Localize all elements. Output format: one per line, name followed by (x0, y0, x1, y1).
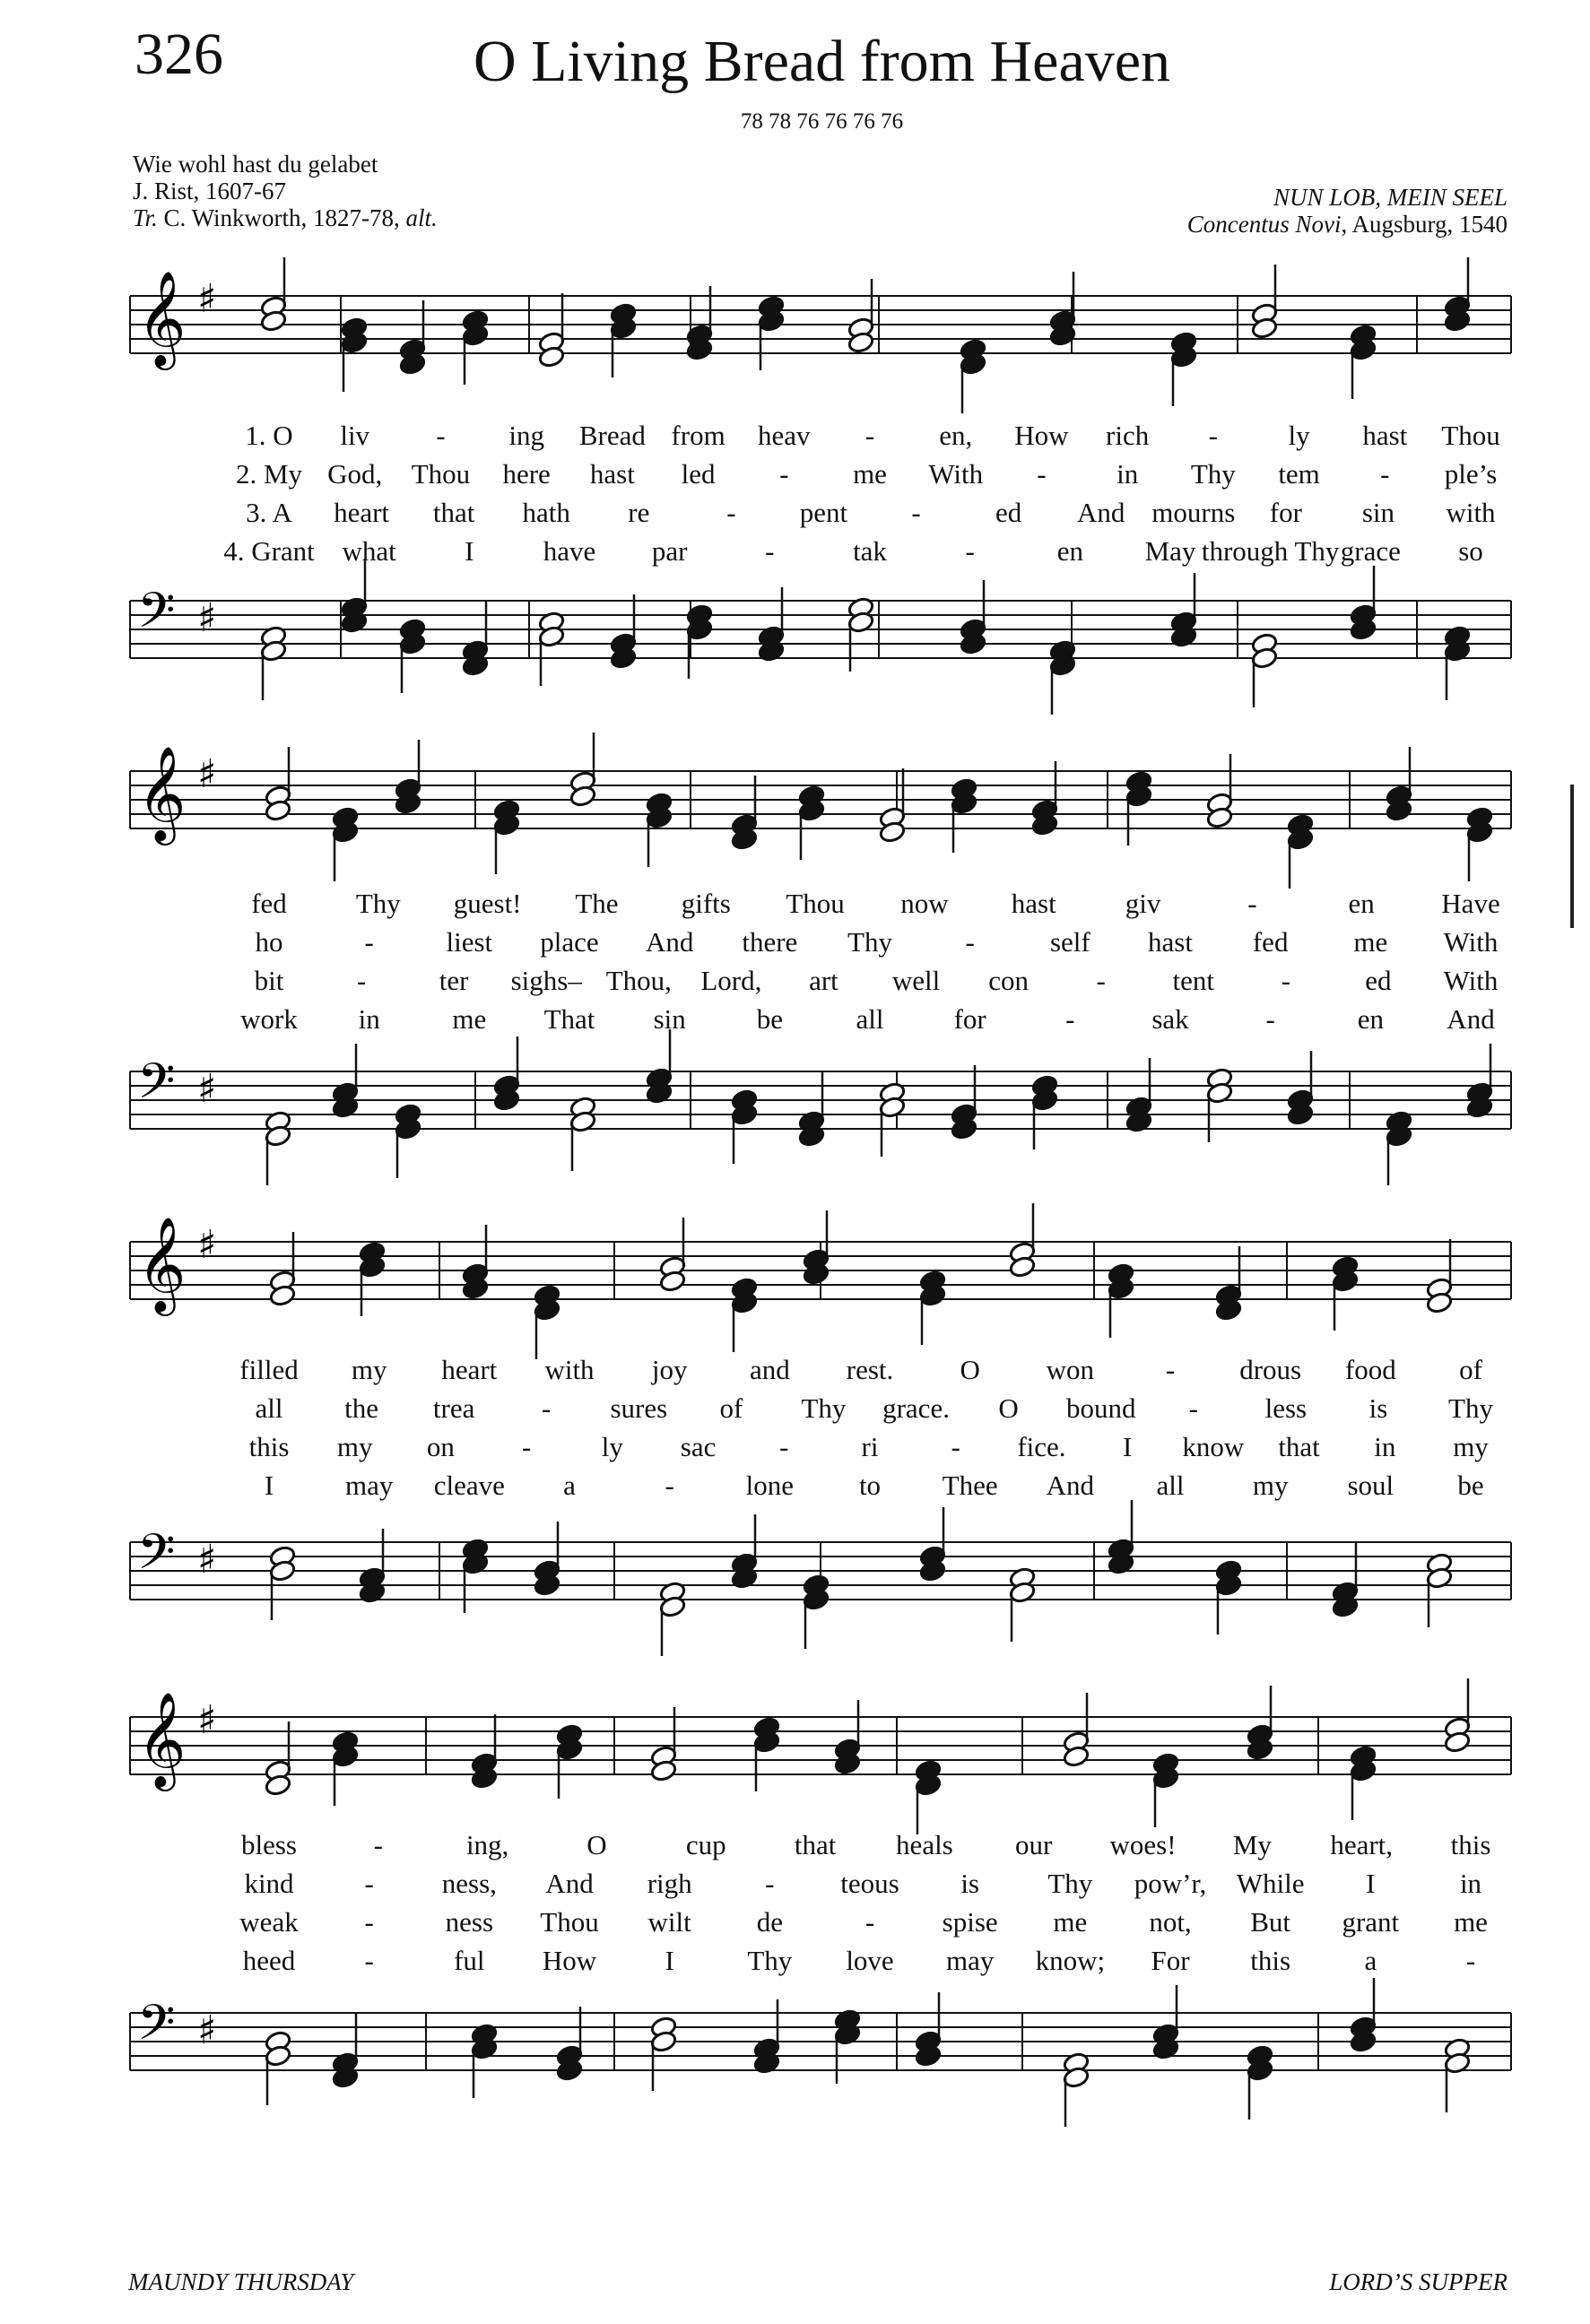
lyric-syllable: How (1014, 420, 1069, 451)
lyric-syllable: de (756, 1906, 783, 1938)
lyric-syllable: me (1353, 926, 1388, 958)
lyric-line (0, 1431, 1590, 1467)
lyric-syllable: me (452, 1003, 487, 1035)
lyric-syllable: for (953, 1003, 986, 1035)
lyric-syllable: With (1443, 965, 1499, 996)
lyric-syllable: in (1116, 458, 1139, 490)
lyric-syllable: ness, (441, 1868, 497, 1899)
lyric-syllable: With (928, 458, 984, 490)
hyphen: - (1281, 965, 1291, 996)
lyric-syllable: what (342, 535, 396, 567)
lyric-syllable: lone (745, 1470, 795, 1501)
lyric-syllable: led (681, 458, 716, 490)
hyphen: - (779, 458, 789, 490)
lyric-line (0, 888, 1590, 924)
lyric-syllable: ing (508, 420, 544, 451)
treble-staff (0, 744, 1590, 870)
hyphen: - (364, 926, 374, 958)
hyphen: - (436, 420, 446, 451)
lyric-syllable: O (998, 1392, 1019, 1424)
lyric-syllable: that (432, 497, 475, 528)
lyric-syllable: our (1015, 1829, 1053, 1860)
lyric-syllable: sin (653, 1003, 686, 1035)
lyric-line (0, 1470, 1590, 1505)
lyric-syllable: not, (1149, 1906, 1192, 1938)
lyric-syllable: grant (1342, 1906, 1400, 1938)
lyric-syllable: this (248, 1431, 290, 1462)
lyric-syllable: And (645, 926, 694, 958)
lyric-syllable: with (544, 1354, 595, 1385)
lyric-syllable: But (1250, 1906, 1291, 1938)
hyphen: - (1065, 1003, 1075, 1035)
key-signature-sharp-icon: ♯ (197, 751, 217, 797)
hyphen: - (373, 1829, 383, 1860)
lyric-syllable: know; (1035, 1945, 1106, 1976)
lyric-syllable: 1. O (245, 420, 293, 451)
lyric-syllable: grace. (882, 1392, 950, 1424)
lyric-syllable: joy (651, 1354, 688, 1385)
lyric-syllable: that (1278, 1431, 1320, 1462)
hyphen: - (1188, 1392, 1198, 1424)
lyric-syllable: ed (1365, 965, 1392, 996)
lyric-syllable: a (1364, 1945, 1377, 1976)
lyric-syllable: I (1366, 1868, 1376, 1899)
lyric-syllable: of (1459, 1354, 1482, 1385)
lyric-syllable: Thy (801, 1392, 847, 1424)
hyphen: - (1265, 1003, 1275, 1035)
lyric-syllable: guest! (453, 888, 522, 919)
lyric-syllable: My (1232, 1829, 1272, 1860)
key-signature-sharp-icon: ♯ (197, 276, 217, 322)
bass-staff (0, 1986, 1590, 2112)
lyric-syllable: place (540, 926, 599, 958)
lyric-syllable: heart, (1330, 1829, 1394, 1860)
lyric-syllable: Thy (355, 888, 401, 919)
hyphen: - (865, 1906, 875, 1938)
lyric-syllable: may (945, 1945, 995, 1976)
hyphen: - (1096, 965, 1106, 996)
lyric-syllable: I (264, 1470, 274, 1501)
key-signature-sharp-icon: ♯ (197, 2007, 217, 2053)
lyric-syllable: from (671, 420, 725, 451)
lyric-syllable: kind (244, 1868, 294, 1899)
lyric-syllable: this (1250, 1945, 1291, 1976)
lyric-syllable: be (756, 1003, 783, 1035)
lyric-syllable: heed (242, 1945, 296, 1976)
lyric-syllable: is (960, 1868, 979, 1899)
hyphen: - (911, 497, 921, 528)
lyric-syllable: con (988, 965, 1029, 996)
lyric-syllable: so (1458, 535, 1483, 567)
lyric-syllable: won (1046, 1354, 1095, 1385)
lyric-syllable: bless (241, 1829, 297, 1860)
lyric-syllable: ness (445, 1906, 494, 1938)
lyric-line (0, 965, 1590, 1001)
lyric-syllable: spise (942, 1906, 998, 1938)
lyric-syllable: filled (239, 1354, 299, 1385)
lyric-syllable: 4. Grant (223, 535, 315, 567)
lyric-syllable: Thou (1441, 420, 1500, 451)
lyric-syllable: heart (334, 497, 390, 528)
lyric-line (0, 1906, 1590, 1942)
lyric-syllable: me (1454, 1906, 1488, 1938)
lyric-syllable: And (545, 1868, 594, 1899)
lyric-syllable: righ (647, 1868, 692, 1899)
lyric-line (0, 1354, 1590, 1390)
hyphen: - (1165, 1354, 1176, 1385)
lyric-syllable: ly (1288, 420, 1310, 451)
hyphen: - (865, 420, 875, 451)
lyric-syllable: pow’r, (1134, 1868, 1207, 1899)
lyric-syllable: may (344, 1470, 394, 1501)
treble-clef-icon: 𝄞 (137, 1691, 187, 1787)
lyric-syllable: ed (995, 497, 1022, 528)
tune-source (1187, 211, 1507, 238)
hyphen: - (1247, 888, 1257, 919)
hyphen: - (521, 1431, 532, 1462)
lyric-syllable: And (1046, 1470, 1095, 1501)
lyric-syllable: my (336, 1431, 373, 1462)
footer-category: LORD’S SUPPER (1329, 2268, 1507, 2295)
lyric-syllable: ing, (465, 1829, 509, 1860)
lyric-syllable: hath (522, 497, 570, 528)
lyric-syllable: my (1453, 1431, 1489, 1462)
bass-clef-icon: 𝄢 (137, 582, 176, 651)
lyric-syllable: bound (1065, 1392, 1136, 1424)
lyric-syllable: food (1344, 1354, 1396, 1385)
lyric-syllable: through Thy (1201, 535, 1340, 567)
translator-prefix: Tr. (133, 204, 158, 231)
lyric-syllable: O (586, 1829, 607, 1860)
hyphen: - (779, 1431, 789, 1462)
translator-suffix: alt. (405, 204, 438, 231)
lyric-syllable: Have (1441, 888, 1500, 919)
lyric-syllable: hast (1362, 420, 1408, 451)
lyric-syllable: Thou (540, 1906, 599, 1938)
lyric-syllable: giv (1125, 888, 1161, 919)
hyphen: - (1208, 420, 1219, 451)
lyric-syllable: and (749, 1354, 790, 1385)
lyric-line (0, 535, 1590, 571)
key-signature-sharp-icon: ♯ (197, 1066, 217, 1112)
lyric-syllable: tem (1278, 458, 1320, 490)
lyric-syllable: in (358, 1003, 380, 1035)
lyric-syllable: bit (254, 965, 284, 996)
key-signature-sharp-icon: ♯ (197, 1222, 217, 1268)
lyric-syllable: Bread (578, 420, 646, 451)
lyric-syllable: Thy (847, 926, 892, 958)
lyric-syllable: Thee (942, 1470, 998, 1501)
lyric-syllable: And (1076, 497, 1125, 528)
footer-season: MAUNDY THURSDAY (128, 2268, 354, 2295)
translator-name: C. Winkworth, 1827-78, (157, 204, 406, 231)
lyric-syllable: sac (680, 1431, 717, 1462)
hyphen: - (765, 535, 775, 567)
treble-clef-icon: 𝄞 (137, 745, 187, 841)
lyric-syllable: Lord, (700, 965, 762, 996)
hyphen: - (726, 497, 736, 528)
lyric-syllable: all (1156, 1470, 1185, 1501)
lyric-syllable: drous (1239, 1354, 1302, 1385)
tune-source-title: Concentus Novi (1186, 211, 1342, 238)
treble-staff (0, 269, 1590, 395)
treble-clef-icon: 𝄞 (137, 1216, 187, 1312)
lyric-syllable: wilt (647, 1906, 691, 1938)
treble-staff (0, 1215, 1590, 1340)
lyric-syllable: And (1447, 1003, 1495, 1035)
lyric-syllable: fed (251, 888, 287, 919)
lyric-syllable: know (1182, 1431, 1245, 1462)
lyric-syllable: hast (1148, 926, 1193, 958)
lyric-syllable: trea (432, 1392, 475, 1424)
lyric-syllable: art (809, 965, 838, 996)
bass-clef-icon: 𝄢 (137, 1523, 176, 1592)
lyric-syllable: liv (340, 420, 370, 451)
lyric-syllable: Thy (1448, 1392, 1493, 1424)
treble-staff (0, 1690, 1590, 1816)
hyphen: - (965, 535, 975, 567)
hyphen: - (364, 1906, 374, 1938)
lyric-line (0, 1003, 1590, 1039)
lyric-syllable: tak (853, 535, 887, 567)
lyric-syllable: love (846, 1945, 894, 1976)
lyric-line (0, 458, 1590, 494)
lyric-syllable: on (426, 1431, 455, 1462)
lyric-syllable: for (1269, 497, 1302, 528)
hyphen: - (1465, 1945, 1476, 1976)
lyric-syllable: rest. (846, 1354, 894, 1385)
lyric-syllable: all (255, 1392, 283, 1424)
lyric-syllable: in (1459, 1868, 1482, 1899)
hyphen: - (951, 1431, 960, 1462)
lyric-line (0, 497, 1590, 533)
lyric-syllable: me (853, 458, 887, 490)
lyric-syllable: work (240, 1003, 298, 1035)
lyric-syllable: sin (1361, 497, 1395, 528)
lyric-syllable: the (344, 1392, 378, 1424)
lyric-syllable: ple’s (1444, 458, 1498, 490)
bass-clef-icon: 𝄢 (137, 1053, 176, 1122)
lyric-syllable: there (742, 926, 798, 958)
lyric-syllable: here (502, 458, 551, 490)
lyric-line (0, 420, 1590, 455)
lyric-syllable: God, (327, 458, 383, 490)
hyphen: - (364, 1868, 374, 1899)
hymn-number: 326 (135, 22, 223, 87)
lyric-line (0, 1392, 1590, 1428)
lyric-syllable: The (575, 888, 619, 919)
lyric-syllable: Thou, (605, 965, 672, 996)
lyric-syllable: now (900, 888, 949, 919)
lyric-syllable: en, (939, 420, 973, 451)
lyric-syllable: cleave (433, 1470, 505, 1501)
lyric-syllable: fed (1252, 926, 1289, 958)
hymn-title: O Living Bread from Heaven (473, 29, 1171, 94)
lyric-syllable: with (1446, 497, 1496, 528)
lyric-syllable: ter (439, 965, 469, 996)
lyric-syllable: a (563, 1470, 576, 1501)
lyric-line (0, 926, 1590, 962)
lyric-syllable: me (1053, 1906, 1088, 1938)
lyric-syllable: sak (1151, 1003, 1189, 1035)
lyric-syllable: this (1450, 1829, 1491, 1860)
bass-clef-icon: 𝄢 (137, 1994, 176, 2063)
lyric-syllable: have (543, 535, 596, 567)
hyphen: - (1037, 458, 1047, 490)
treble-clef-icon: 𝄞 (137, 270, 187, 366)
lyric-syllable: ho (255, 926, 283, 958)
lyric-line (0, 1945, 1590, 1981)
lyric-syllable: pent (799, 497, 848, 528)
hyphen: - (965, 926, 975, 958)
translator-credit (133, 204, 438, 231)
lyric-syllable: sures (610, 1392, 668, 1424)
lyric-syllable: ri (861, 1431, 879, 1462)
key-signature-sharp-icon: ♯ (197, 1537, 217, 1583)
tune-name: NUN LOB, MEIN SEEL (1273, 184, 1507, 211)
lyric-syllable: mourns (1151, 497, 1236, 528)
lyric-syllable: en (1348, 888, 1375, 919)
hyphen: - (1380, 458, 1390, 490)
lyric-syllable: of (719, 1392, 743, 1424)
text-credits (133, 151, 438, 231)
lyric-syllable: heals (896, 1829, 953, 1860)
bass-staff (0, 1045, 1590, 1170)
lyric-line (0, 1868, 1590, 1903)
tune-credits (1187, 184, 1507, 238)
lyric-syllable: Thy (1190, 458, 1236, 490)
tune-source-detail: , Augsburg, 1540 (1341, 211, 1507, 238)
lyric-syllable: sighs– (510, 965, 582, 996)
lyric-syllable: That (543, 1003, 595, 1035)
lyric-syllable: Thou (786, 888, 845, 919)
lyric-syllable: grace (1340, 535, 1401, 567)
lyric-syllable: my (1252, 1470, 1289, 1501)
lyric-syllable: woes! (1109, 1829, 1177, 1860)
lyric-syllable: O (960, 1354, 980, 1385)
lyric-syllable: I (665, 1945, 674, 1976)
lyric-syllable: With (1443, 926, 1499, 958)
lyric-syllable: 2. My (235, 458, 303, 490)
lyric-syllable: my (351, 1354, 387, 1385)
bass-staff (0, 574, 1590, 699)
lyric-syllable: rich (1106, 420, 1150, 451)
hyphen: - (542, 1392, 552, 1424)
lyric-syllable: is (1368, 1392, 1388, 1424)
lyric-syllable: For (1151, 1945, 1190, 1976)
lyric-syllable: be (1457, 1470, 1484, 1501)
lyric-syllable: I (1122, 1431, 1133, 1462)
lyric-syllable: less (1264, 1392, 1308, 1424)
lyric-syllable: par (651, 535, 688, 567)
lyric-syllable: teous (840, 1868, 899, 1899)
lyric-syllable: in (1374, 1431, 1396, 1462)
original-title: Wie wohl hast du gelabet (133, 151, 378, 178)
lyric-syllable: liest (446, 926, 493, 958)
lyric-syllable: well (891, 965, 941, 996)
lyric-syllable: self (1049, 926, 1090, 958)
lyric-syllable: re (628, 497, 650, 528)
lyric-syllable: How (542, 1945, 597, 1976)
lyric-syllable: Thy (1047, 1868, 1093, 1899)
lyric-syllable: en (1056, 535, 1083, 567)
lyric-syllable: May (1144, 535, 1196, 567)
hyphen: - (665, 1470, 674, 1501)
lyric-syllable: to (858, 1470, 882, 1501)
lyric-syllable: While (1236, 1868, 1305, 1899)
lyric-syllable: that (794, 1829, 837, 1860)
author-credit: J. Rist, 1607-67 (133, 178, 287, 204)
lyric-syllable: 3. A (246, 497, 292, 528)
bass-staff (0, 1515, 1590, 1641)
lyric-syllable: hast (589, 458, 635, 490)
hyphen: - (765, 1868, 775, 1899)
lyric-syllable: tent (1172, 965, 1215, 996)
meter-label: 78 78 76 76 76 76 (740, 109, 904, 134)
lyric-syllable: I (465, 535, 474, 567)
lyric-syllable: heav (758, 420, 811, 451)
lyric-syllable: en (1357, 1003, 1384, 1035)
lyric-syllable: hast (1011, 888, 1056, 919)
lyric-syllable: Thy (747, 1945, 793, 1976)
margin-mark (1570, 785, 1574, 928)
key-signature-sharp-icon: ♯ (197, 595, 217, 641)
lyric-syllable: gifts (681, 888, 731, 919)
lyric-line (0, 1829, 1590, 1865)
lyric-syllable: fice. (1017, 1431, 1066, 1462)
lyric-syllable: soul (1347, 1470, 1395, 1501)
hyphen: - (356, 965, 367, 996)
lyric-syllable: weak (239, 1906, 299, 1938)
lyric-syllable: ful (454, 1945, 485, 1976)
hyphen: - (364, 1945, 374, 1976)
key-signature-sharp-icon: ♯ (197, 1697, 217, 1743)
lyric-syllable: Thou (411, 458, 471, 490)
lyric-syllable: ly (601, 1431, 623, 1462)
lyric-syllable: heart (441, 1354, 498, 1385)
lyric-syllable: all (856, 1003, 884, 1035)
lyric-syllable: cup (685, 1829, 726, 1860)
